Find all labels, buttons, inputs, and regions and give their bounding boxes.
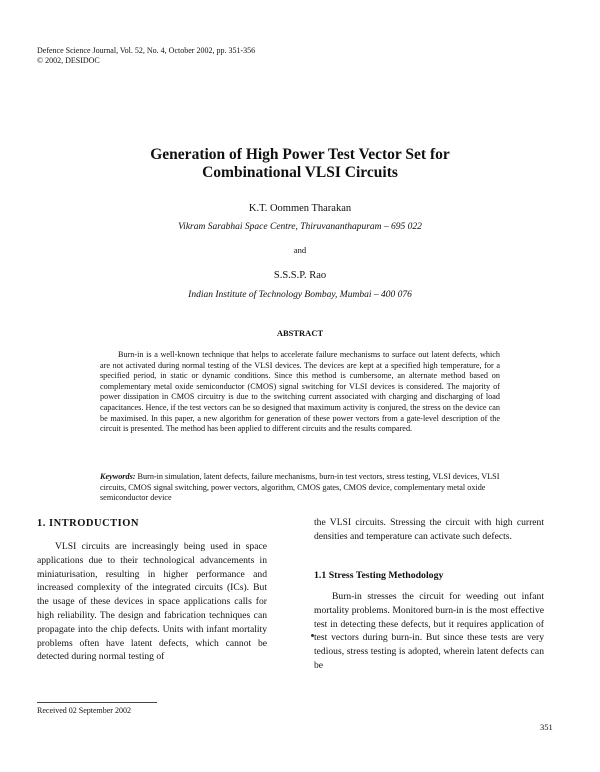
footnote-divider [37, 702, 157, 703]
paper-title [0, 146, 600, 182]
journal-copyright: © 2002, DESIDOC [37, 56, 100, 65]
and-separator: and [293, 245, 307, 255]
right-column [314, 516, 544, 544]
author-name-1: K.T. Oommen Tharakan [248, 203, 352, 214]
abstract-heading: ABSTRACT [276, 328, 324, 338]
abstract-text: Burn-in is a well-known technique that helps to accelerate failure mechanisms to surface out latent defects, which are not activated during normal testing of the VLSI devices. The devices are kept at a specified high temperature, for a specified period, in static or dynamic conditions. Since this method is cumbersome, an alternate method based on complementary metal oxide semiconductor (CMOS) signal switching for VLSI devices is considered. The majority of power dissipation in CMOS circuitry is due to the switching current associated with charging and discharging of load capacitances. Hence, if the test vectors can be so designed that maximum activity is conjured, the stress on the device can be maximised. In this paper, a new algorithm for generation of these power vectors from a gate-level description of the circuit is presented. The method has been applied to different circuits and the results compared. [100, 350, 500, 434]
intro-paragraph-1: VLSI circuits are increasingly being used in space applications due to their technological advancements in miniaturisation, resulting in higher performance and increased complexity of the integrated circuits (ICs). But the usage of these devices in space applications calls for high reliability. The design and fabrication techniques can propagate into the chip defects. Units with infant mortality problems often have latent defects, which cannot be detected during normal testing of [37, 541, 267, 663]
subsection-heading: 1.1 Stress Testing Methodology [314, 570, 444, 581]
received-date: Received 02 September 2002 [37, 706, 131, 715]
title-line-2: Combinational VLSI Circuits [202, 164, 398, 181]
subsection-paragraph: Burn-in stresses the circuit for weeding out infant mortality problems. Monitored burn-in is the most effective test in detecting these defects, but it requires application of test vectors during burn-in. But since these tests are very tedious, stress testing is adopted, wherein latent defects can be [314, 591, 544, 671]
intro-heading: 1. INTRODUCTION [37, 518, 140, 529]
intro-paragraph-2: the VLSI circuits. Stressing the circuit with high current densities and temperature can activate such defects. [314, 517, 544, 542]
title-line-1: Generation of High Power Test Vector Set for [150, 146, 450, 163]
keywords-block [100, 472, 500, 504]
author-name-2: S.S.S.P. Rao [273, 270, 327, 281]
keywords-text: Burn-in simulation, latent defects, failure mechanisms, burn-in test vectors, stress testing, VLSI devices, VLSI circuits, CMOS signal switching, power vectors, algorithm, CMOS gates, CMOS device, complementary metal oxide semiconductor device [100, 472, 500, 503]
author-affiliation-2: Indian Institute of Technology Bombay, Mumbai – 400 076 [188, 290, 412, 300]
journal-header [37, 46, 255, 66]
author-affiliation-1: Vikram Sarabhai Space Centre, Thiruvananthapuram – 695 022 [178, 222, 422, 232]
stray-mark [311, 634, 314, 637]
left-column [37, 540, 267, 664]
keywords-label: Keywords: [100, 472, 136, 481]
subsection-body [314, 590, 544, 673]
journal-citation: Defence Science Journal, Vol. 52, No. 4, October 2002, pp. 351-356 [37, 46, 256, 55]
page-number: 351 [540, 722, 553, 732]
